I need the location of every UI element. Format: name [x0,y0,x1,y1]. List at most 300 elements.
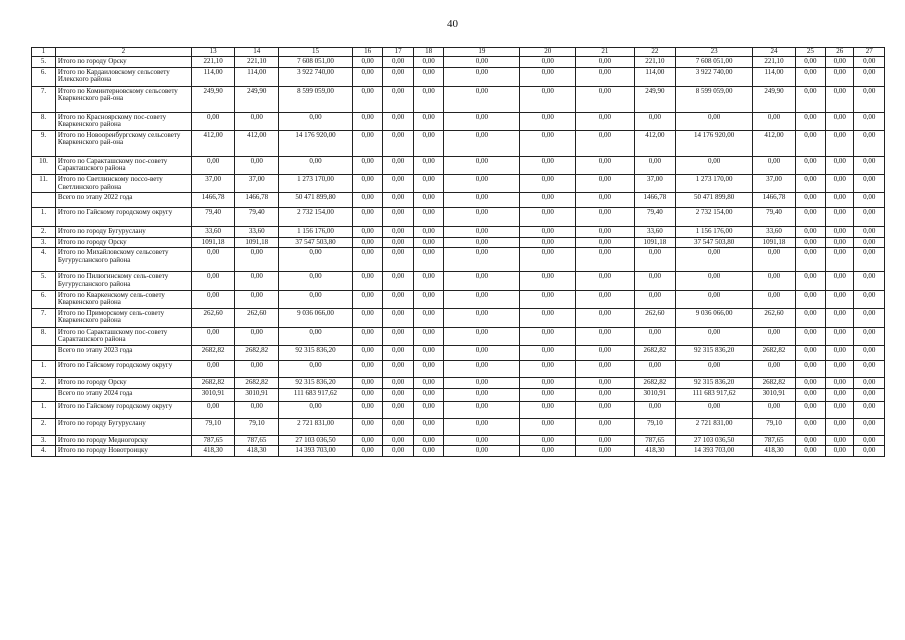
table-cell: 33,60 [634,227,675,238]
row-name: Итого по городу Новотроицку [55,446,191,457]
column-header: 21 [575,48,634,57]
table-cell: 0,00 [383,418,413,435]
table-cell: 0,00 [278,272,352,290]
table-cell: 0,00 [575,418,634,435]
table-cell: 79,10 [634,418,675,435]
table-cell: 0,00 [826,327,854,345]
table-cell: 0,00 [795,86,825,112]
table-cell: 0,00 [575,67,634,86]
row-name: Итого по Михайловскому сельсовету Бугурусланского района [55,248,191,272]
row-number: 4. [32,248,56,272]
table-cell: 0,00 [520,272,575,290]
table-cell: 33,60 [235,227,279,238]
table-cell: 1466,78 [634,193,675,208]
table-cell: 0,00 [520,208,575,227]
row-number: 3. [32,435,56,446]
column-header: 26 [826,48,854,57]
table-cell: 0,00 [444,193,520,208]
table-cell: 0,00 [575,248,634,272]
table-cell: 0,00 [826,130,854,156]
table-cell: 0,00 [795,327,825,345]
table-cell: 0,00 [444,418,520,435]
table-cell: 0,00 [575,130,634,156]
table-cell: 0,00 [826,345,854,360]
table-row [32,86,885,112]
table-cell: 0,00 [191,290,235,308]
row-number: 2. [32,418,56,435]
table-cell: 3 922 740,00 [278,67,352,86]
table-cell: 0,00 [383,227,413,238]
table-row [32,248,885,272]
table-cell: 0,00 [444,360,520,377]
table-cell: 0,00 [383,388,413,401]
table-cell: 79,40 [753,208,795,227]
table-cell: 0,00 [520,248,575,272]
table-cell: 0,00 [575,327,634,345]
table-cell: 0,00 [826,57,854,68]
table-cell: 2 721 831,00 [676,418,753,435]
table-cell: 0,00 [795,435,825,446]
table-cell: 0,00 [413,388,443,401]
table-cell: 412,00 [753,130,795,156]
table-cell: 0,00 [795,130,825,156]
table-cell: 0,00 [278,327,352,345]
table-cell: 2682,82 [634,377,675,388]
table-cell: 418,30 [191,446,235,457]
table-cell: 0,00 [854,156,885,174]
table-cell: 0,00 [444,345,520,360]
table-cell: 1 156 176,00 [676,227,753,238]
table-cell: 3010,91 [753,388,795,401]
table-cell: 0,00 [413,208,443,227]
row-number: 6. [32,290,56,308]
table-cell: 0,00 [634,360,675,377]
table-cell: 0,00 [413,435,443,446]
column-header: 13 [191,48,235,57]
table-cell: 0,00 [795,227,825,238]
table-cell: 0,00 [854,360,885,377]
table-cell: 0,00 [854,208,885,227]
row-name: Итого по городу Орску [55,237,191,248]
table-row [32,327,885,345]
table-cell: 3 922 740,00 [676,67,753,86]
table-cell: 0,00 [854,227,885,238]
table-cell: 0,00 [413,401,443,418]
row-number: 5. [32,57,56,68]
table-cell: 0,00 [520,435,575,446]
table-cell: 0,00 [854,130,885,156]
table-cell: 0,00 [444,308,520,327]
table-row [32,388,885,401]
column-header: 15 [278,48,352,57]
table-row [32,308,885,327]
table-cell: 0,00 [795,377,825,388]
table-cell: 412,00 [235,130,279,156]
table-cell: 92 315 836,20 [676,377,753,388]
row-name: Итого по Саракташскому пос-совету Саракташского района [55,156,191,174]
table-cell: 0,00 [383,86,413,112]
table-cell: 0,00 [235,327,279,345]
row-name: Итого по Светлинскому поссо-вету Светлинского района [55,174,191,192]
table-cell: 0,00 [575,377,634,388]
column-header: 16 [352,48,382,57]
table-cell: 1 156 176,00 [278,227,352,238]
table-cell: 0,00 [444,290,520,308]
table-cell: 0,00 [191,272,235,290]
table-cell: 0,00 [854,401,885,418]
table-cell: 2682,82 [191,345,235,360]
table-cell: 0,00 [826,388,854,401]
table-cell: 0,00 [278,112,352,130]
table-cell: 0,00 [753,248,795,272]
row-number: 1. [32,360,56,377]
table-cell: 0,00 [826,174,854,192]
table-row [32,67,885,86]
table-cell: 0,00 [191,156,235,174]
table-cell: 92 315 836,20 [676,345,753,360]
table-cell: 0,00 [676,112,753,130]
table-cell: 0,00 [520,446,575,457]
table-cell: 0,00 [676,327,753,345]
table-cell: 0,00 [520,237,575,248]
table-cell: 0,00 [444,227,520,238]
table-cell: 0,00 [826,86,854,112]
table-cell: 787,65 [753,435,795,446]
row-number: 8. [32,112,56,130]
table-cell: 33,60 [753,227,795,238]
column-header: 18 [413,48,443,57]
table-cell: 0,00 [444,130,520,156]
table-cell: 0,00 [191,327,235,345]
table-cell: 114,00 [753,67,795,86]
table-cell: 79,40 [191,208,235,227]
table-cell: 0,00 [676,156,753,174]
table-cell: 0,00 [520,327,575,345]
row-name: Итого по Кваркенскому сель-совету Кваркенского района [55,290,191,308]
column-header: 19 [444,48,520,57]
table-cell: 0,00 [575,388,634,401]
table-cell: 0,00 [383,112,413,130]
table-cell: 0,00 [753,272,795,290]
table-cell: 37,00 [753,174,795,192]
table-cell: 2682,82 [191,377,235,388]
table-cell: 0,00 [854,193,885,208]
table-cell: 0,00 [383,248,413,272]
table-cell: 0,00 [854,86,885,112]
table-cell: 0,00 [826,308,854,327]
table-cell: 0,00 [520,290,575,308]
table-cell: 0,00 [854,112,885,130]
table-cell: 0,00 [575,308,634,327]
table-cell: 0,00 [575,174,634,192]
table-cell: 0,00 [854,388,885,401]
table-cell: 0,00 [352,345,382,360]
table-row [32,227,885,238]
table-cell: 0,00 [413,193,443,208]
table-cell: 0,00 [575,272,634,290]
table-cell: 37 547 503,80 [676,237,753,248]
table-cell: 0,00 [383,290,413,308]
row-name: Итого по Красноярскому пос-совету Кваркенского района [55,112,191,130]
table-cell: 0,00 [854,290,885,308]
table-cell: 0,00 [575,446,634,457]
table-cell: 0,00 [826,360,854,377]
table-cell: 0,00 [191,112,235,130]
table-cell: 787,65 [634,435,675,446]
table-cell: 0,00 [444,388,520,401]
table-cell: 249,90 [235,86,279,112]
column-header: 20 [520,48,575,57]
row-name: Итого по городу Медногорску [55,435,191,446]
table-cell: 0,00 [520,388,575,401]
table-cell: 0,00 [520,360,575,377]
table-cell: 0,00 [413,345,443,360]
row-number: 7. [32,86,56,112]
table-cell: 0,00 [383,208,413,227]
table-cell: 0,00 [352,360,382,377]
table-cell: 0,00 [235,248,279,272]
table-cell: 0,00 [191,360,235,377]
table-cell: 0,00 [383,377,413,388]
table-cell: 0,00 [753,156,795,174]
table-cell: 0,00 [520,156,575,174]
table-cell: 0,00 [520,174,575,192]
table-cell: 0,00 [854,67,885,86]
row-name: Итого по городу Орску [55,377,191,388]
table-cell: 0,00 [520,57,575,68]
column-header: 1 [32,48,56,57]
table-cell: 0,00 [575,345,634,360]
table-cell: 0,00 [352,112,382,130]
table-cell: 1091,18 [753,237,795,248]
table-cell: 0,00 [352,401,382,418]
table-cell: 0,00 [854,308,885,327]
table-cell: 0,00 [520,401,575,418]
row-name: Итого по Приморскому сель-совету Кваркенского района [55,308,191,327]
table-cell: 0,00 [413,308,443,327]
table-cell: 0,00 [826,290,854,308]
table-cell: 0,00 [795,401,825,418]
table-row [32,208,885,227]
table-cell: 0,00 [413,290,443,308]
table-cell: 249,90 [634,86,675,112]
table-cell: 249,90 [191,86,235,112]
table-cell: 0,00 [826,227,854,238]
column-header: 24 [753,48,795,57]
table-cell: 0,00 [235,272,279,290]
table-cell: 79,10 [235,418,279,435]
table-cell: 0,00 [413,67,443,86]
table-cell: 0,00 [413,112,443,130]
table-cell: 8 599 059,00 [676,86,753,112]
table-cell: 0,00 [854,327,885,345]
table-cell: 37,00 [191,174,235,192]
row-name: Итого по Коминтерновскому сельсовету Кваркенского рай-она [55,86,191,112]
table-cell: 0,00 [795,237,825,248]
table-cell: 412,00 [191,130,235,156]
table-cell: 37,00 [634,174,675,192]
table-cell: 0,00 [634,290,675,308]
table-cell: 0,00 [634,327,675,345]
table-cell: 0,00 [352,174,382,192]
table-cell: 0,00 [826,435,854,446]
table-cell: 0,00 [676,401,753,418]
table-cell: 1091,18 [235,237,279,248]
table-cell: 0,00 [795,208,825,227]
row-number: 2. [32,377,56,388]
table-cell: 221,10 [634,57,675,68]
table-row [32,112,885,130]
table-cell: 0,00 [795,57,825,68]
table-cell: 2 721 831,00 [278,418,352,435]
table-cell: 0,00 [352,327,382,345]
table-cell: 0,00 [383,130,413,156]
table-cell: 0,00 [520,86,575,112]
table-cell: 0,00 [235,360,279,377]
table-cell: 0,00 [352,130,382,156]
column-header: 22 [634,48,675,57]
table-cell: 1466,78 [753,193,795,208]
table-cell: 0,00 [413,130,443,156]
table-cell: 0,00 [413,377,443,388]
table-cell: 114,00 [634,67,675,86]
row-name: Всего по этапу 2023 года [55,345,191,360]
table-cell: 0,00 [854,57,885,68]
table-row [32,174,885,192]
table-cell: 0,00 [413,227,443,238]
table-row [32,418,885,435]
table-cell: 0,00 [575,193,634,208]
table-cell: 0,00 [383,156,413,174]
table-cell: 3010,91 [634,388,675,401]
table-cell: 37,00 [235,174,279,192]
row-name: Итого по Пилюгинскому сель-совету Бугурусланского района [55,272,191,290]
table-cell: 7 608 051,00 [676,57,753,68]
table-cell: 0,00 [634,156,675,174]
table-cell: 2682,82 [235,345,279,360]
row-name: Всего по этапу 2024 года [55,388,191,401]
table-row [32,435,885,446]
table-row [32,237,885,248]
row-name: Итого по Гайскому городскому округу [55,360,191,377]
data-table [31,47,885,457]
table-row [32,360,885,377]
table-cell: 0,00 [575,208,634,227]
table-cell: 0,00 [826,377,854,388]
table-cell: 0,00 [575,290,634,308]
table-cell: 0,00 [753,360,795,377]
table-cell: 8 599 059,00 [278,86,352,112]
table-cell: 0,00 [383,401,413,418]
table-cell: 111 683 917,62 [278,388,352,401]
table-row [32,130,885,156]
table-cell: 0,00 [795,156,825,174]
table-cell: 0,00 [383,360,413,377]
table-cell: 0,00 [854,272,885,290]
table-cell: 0,00 [676,248,753,272]
table-cell: 0,00 [413,360,443,377]
row-number [32,193,56,208]
table-cell: 0,00 [575,227,634,238]
table-cell: 33,60 [191,227,235,238]
table-cell: 9 036 066,00 [676,308,753,327]
table-cell: 0,00 [575,360,634,377]
table-cell: 1091,18 [634,237,675,248]
table-cell: 0,00 [676,272,753,290]
row-number: 3. [32,237,56,248]
table-cell: 1466,78 [235,193,279,208]
table-cell: 0,00 [795,112,825,130]
table-cell: 0,00 [854,248,885,272]
table-cell: 9 036 066,00 [278,308,352,327]
table-cell: 787,65 [191,435,235,446]
table-cell: 92 315 836,20 [278,377,352,388]
table-cell: 0,00 [854,377,885,388]
row-number: 9. [32,130,56,156]
table-cell: 0,00 [352,272,382,290]
table-cell: 1466,78 [191,193,235,208]
table-cell: 0,00 [352,388,382,401]
table-cell: 0,00 [413,272,443,290]
table-cell: 0,00 [795,308,825,327]
table-cell: 0,00 [444,248,520,272]
table-cell: 1091,18 [191,237,235,248]
table-cell: 92 315 836,20 [278,345,352,360]
table-cell: 0,00 [826,401,854,418]
table-cell: 0,00 [383,446,413,457]
table-cell: 0,00 [795,388,825,401]
table-cell: 0,00 [753,327,795,345]
table-cell: 14 393 703,00 [676,446,753,457]
table-cell: 0,00 [352,435,382,446]
table-cell: 0,00 [444,446,520,457]
table-cell: 2682,82 [235,377,279,388]
table-cell: 0,00 [383,327,413,345]
table-cell: 418,30 [235,446,279,457]
row-number: 8. [32,327,56,345]
table-cell: 0,00 [191,248,235,272]
table-cell: 0,00 [520,418,575,435]
table-cell: 0,00 [352,248,382,272]
table-cell: 221,10 [191,57,235,68]
table-cell: 0,00 [352,67,382,86]
table-cell: 0,00 [352,237,382,248]
table-cell: 0,00 [352,86,382,112]
table-cell: 0,00 [413,57,443,68]
row-name: Всего по этапу 2022 года [55,193,191,208]
column-header: 14 [235,48,279,57]
table-cell: 0,00 [520,227,575,238]
table-cell: 221,10 [235,57,279,68]
table-row [32,156,885,174]
table-cell: 111 683 917,62 [676,388,753,401]
table-cell: 0,00 [795,193,825,208]
table-cell: 0,00 [753,401,795,418]
table-cell: 0,00 [235,156,279,174]
table-cell: 0,00 [444,57,520,68]
table-cell: 0,00 [575,401,634,418]
table-cell: 0,00 [634,112,675,130]
table-cell: 1 273 170,00 [278,174,352,192]
column-header: 2 [55,48,191,57]
table-cell: 0,00 [795,174,825,192]
table-cell: 0,00 [383,345,413,360]
table-cell: 14 176 920,00 [676,130,753,156]
row-name: Итого по Кардаиловскому сельсовету Илекского района [55,67,191,86]
table-cell: 0,00 [520,112,575,130]
table-cell: 0,00 [826,446,854,457]
table-cell: 27 103 036,50 [676,435,753,446]
